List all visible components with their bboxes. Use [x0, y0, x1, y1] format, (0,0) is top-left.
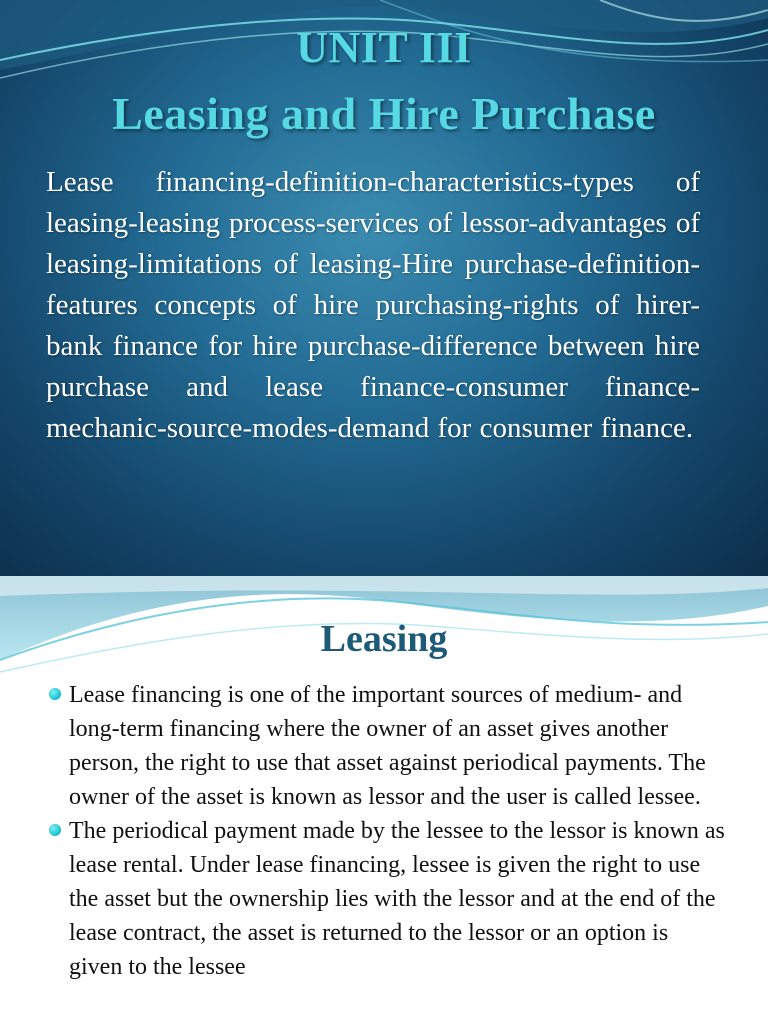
bullet-list	[46, 678, 726, 984]
bullet-item	[46, 814, 726, 984]
slide-title-leasing: Leasing	[320, 618, 448, 660]
bullet-text: The periodical payment made by the lessee to the lessor is known as lease rental. Under lease financing, lessee is given the right to use the asset but the ownership lies with the lessor and at the end of the lease contract, the asset is returned to the lessor or an option is given to the lessee	[69, 818, 725, 980]
slide-title-topic: Leasing and Hire Purchase	[112, 88, 656, 139]
bullet-dot-icon	[49, 824, 61, 836]
slide-leasing	[0, 576, 768, 1024]
slide-title-unit: UNIT III	[296, 23, 472, 72]
bullet-item	[46, 678, 726, 814]
bullet-text: Lease financing is one of the important sources of medium- and long-term financing where the owner of an asset gives another person, the right to use that asset against periodical payments. The owner of the asset is known as lessor and the user is called lessee.	[69, 682, 706, 810]
bullet-dot-icon	[49, 688, 61, 700]
syllabus-text: Lease financing-definition-characteristics-types of leasing-leasing process-services of lessor-advantages of leasing-limitations of leasing-Hire purchase-definition-features concepts of hire purchasing-rights of hirer-bank finance for hire purchase-difference between hire purchase and lease finance-consumer finance-mechanic-source-modes-demand for consumer finance.	[46, 166, 700, 444]
